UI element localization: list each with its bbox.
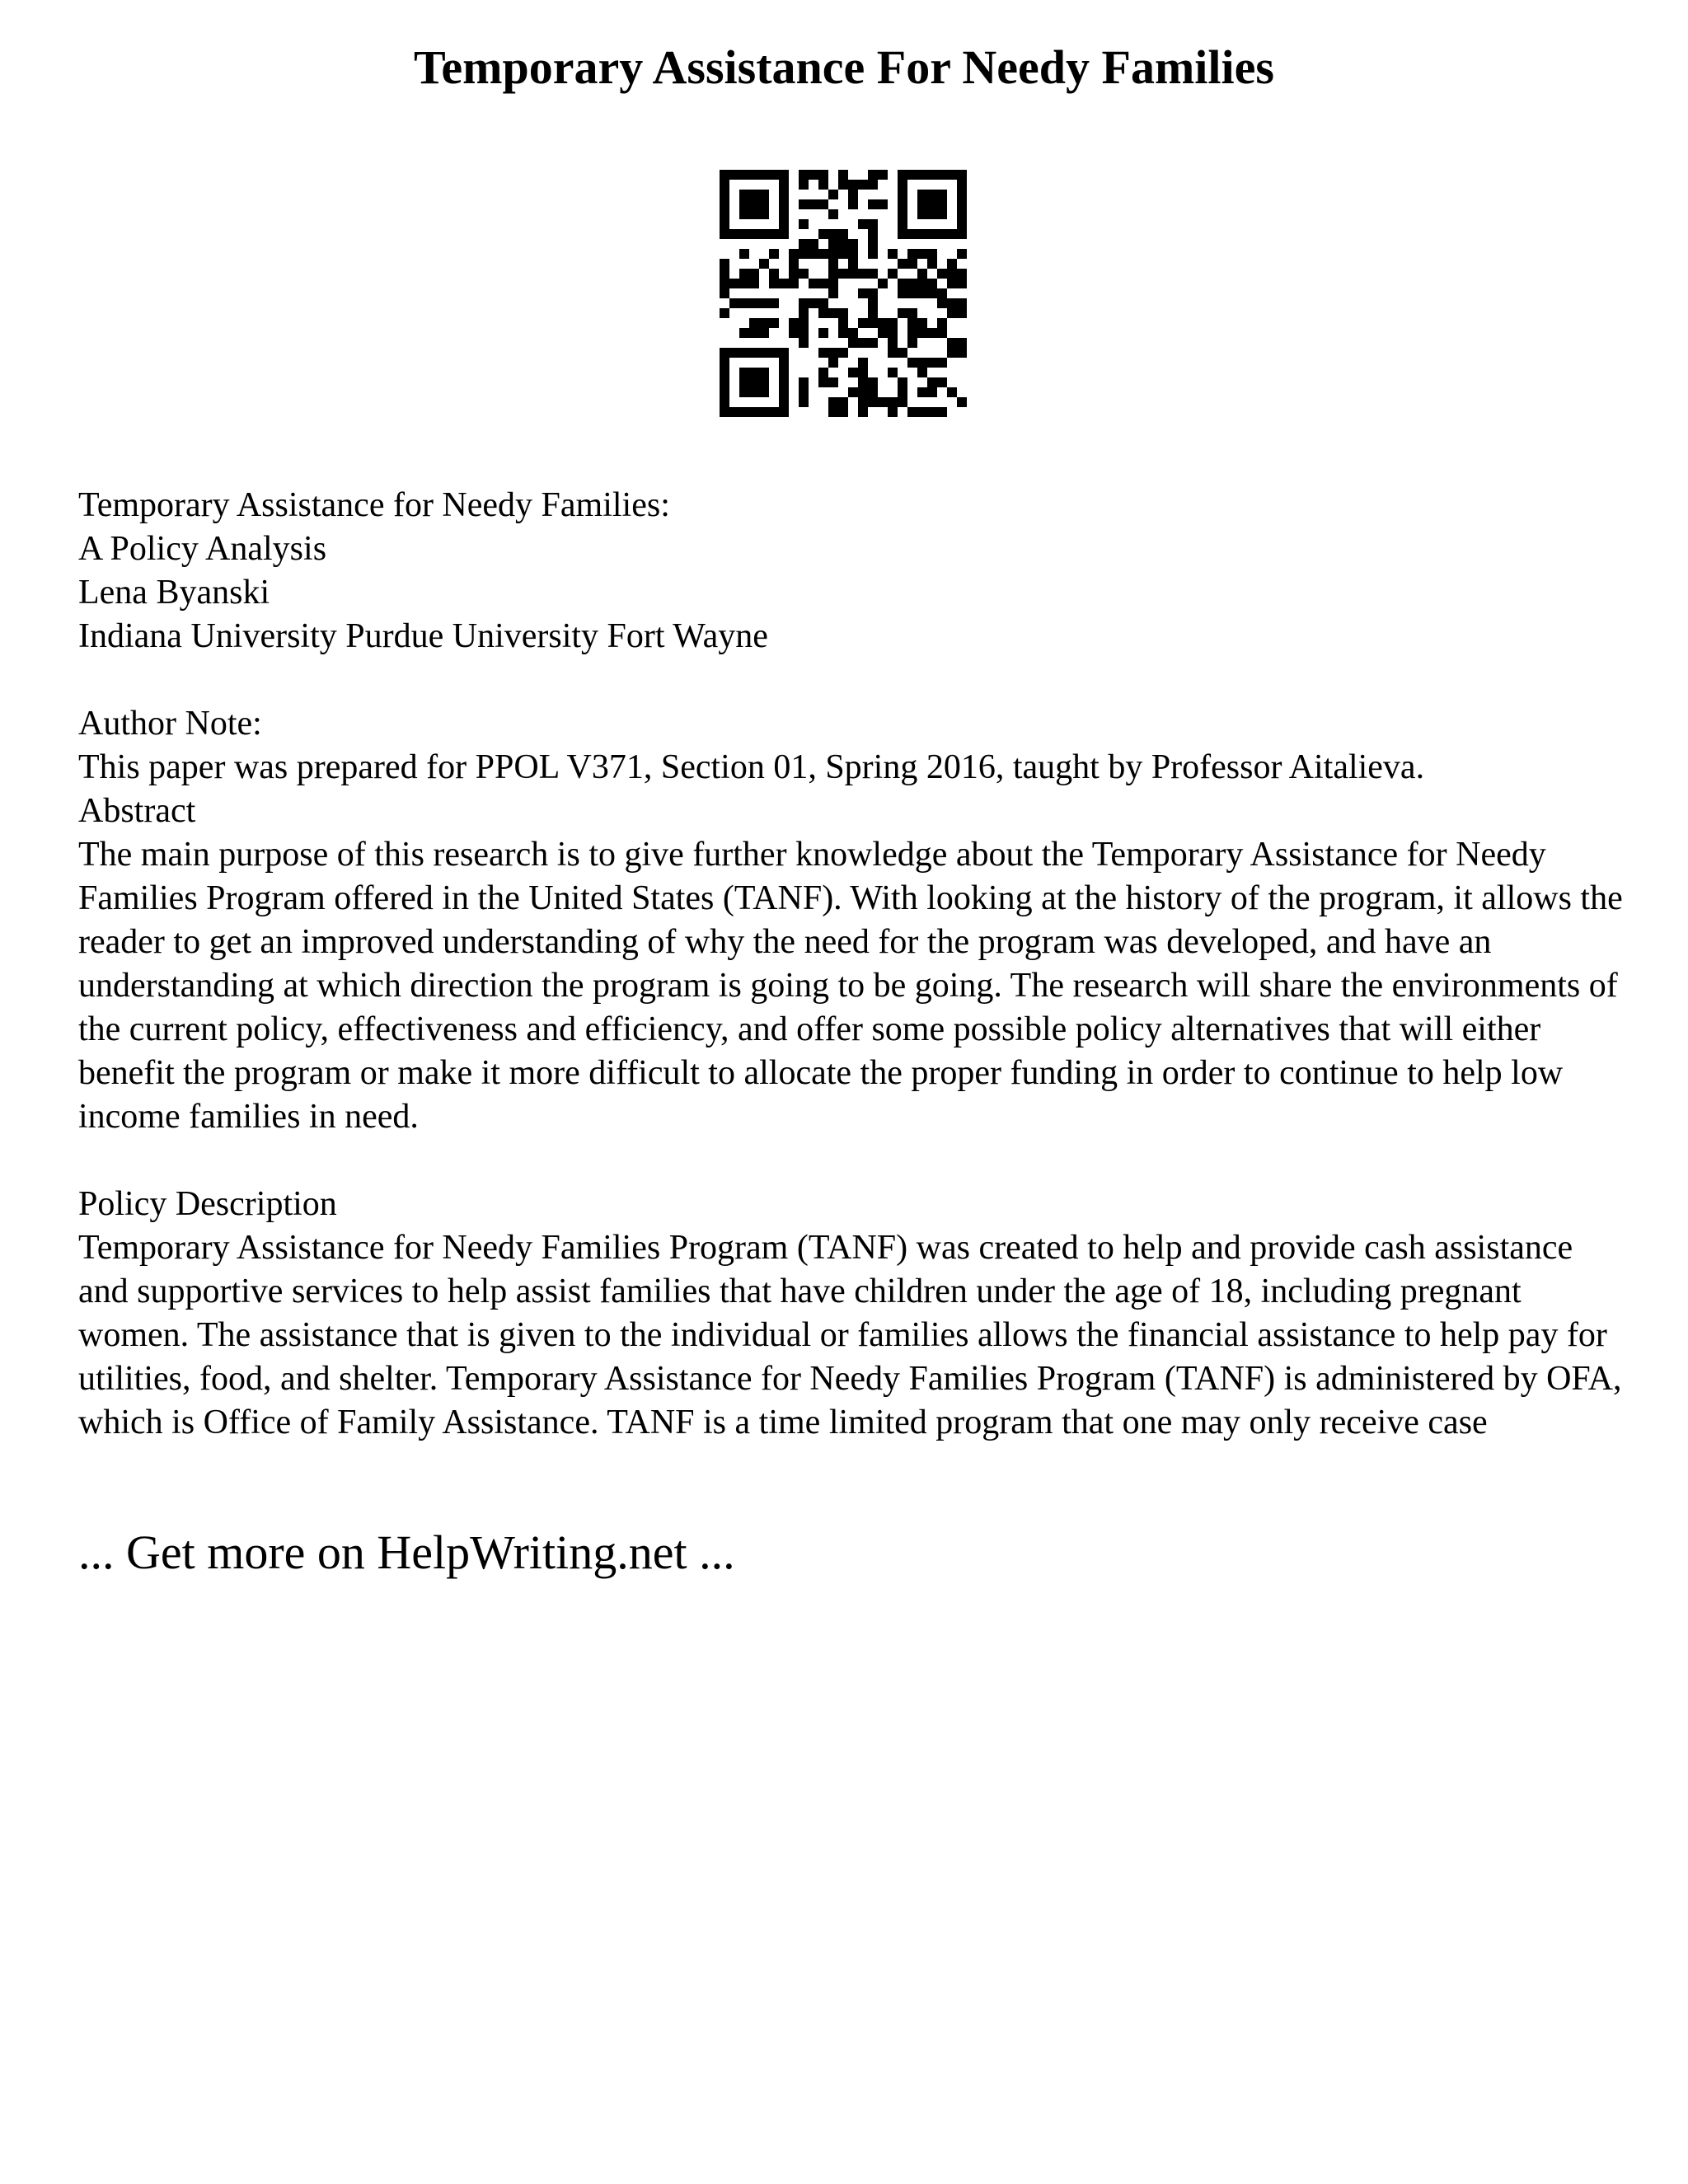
document-body — [78, 484, 1628, 1445]
paper-title-line: Temporary Assistance for Needy Families: — [78, 486, 670, 524]
policy-description-heading: Policy Description — [78, 1185, 337, 1223]
author-name: Lena Byanski — [78, 574, 270, 612]
get-more-link[interactable]: ... Get more on HelpWriting.net ... — [78, 1526, 735, 1579]
author-note-label: Author Note: — [78, 705, 262, 743]
abstract-heading: Abstract — [78, 792, 196, 830]
qr-code-icon — [720, 170, 967, 417]
policy-description-paragraph: Temporary Assistance for Needy Families Program (TANF) was created to help and provide cash assistance and supportive services to help assist families that have children under the age of 18, including pregnant women. The assistance that is given to the individual or families allows the financial assistance to help pay for utilities, food, and shelter. Temporary Assistance for Needy Families Program (TANF) is administered by OFA, which is Office of Family Assistance. TANF is a time limited program that one may only receive case — [78, 1229, 1622, 1441]
page-title: Temporary Assistance For Needy Families — [414, 40, 1274, 94]
abstract-paragraph: The main purpose of this research is to give further knowledge about the Temporary Assistance for Needy Families Program offered in the United States (TANF). With looking at the history of the program, it allows the reader to get an improved understanding of why the need for the program was developed, and have an understanding at which direction the program is going to be going. The research will share the environments of the current policy, effectiveness and efficiency, and offer some possible policy alternatives that will either benefit the program or make it more difficult to allocate the proper funding in order to continue to help low income families in need. — [78, 836, 1623, 1136]
institution-name: Indiana University Purdue University Fort Wayne — [78, 617, 768, 655]
author-note-text: This paper was prepared for PPOL V371, Section 01, Spring 2016, taught by Professor Aitalieva. — [78, 748, 1425, 786]
paper-subtitle-line: A Policy Analysis — [78, 530, 327, 568]
